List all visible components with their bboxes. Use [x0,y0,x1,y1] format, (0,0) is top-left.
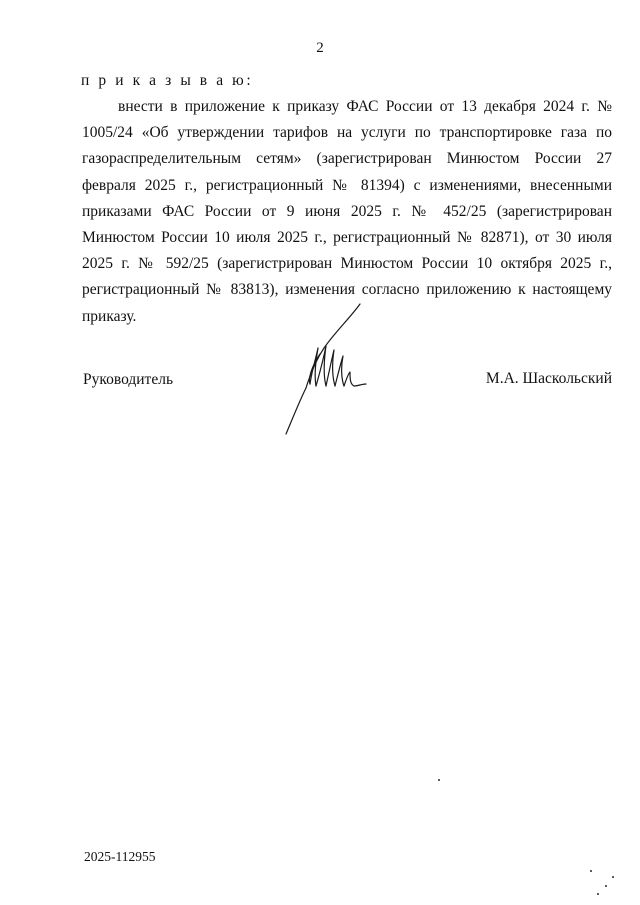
document-number: 2025-112955 [84,849,156,864]
decree-word: п р и к а з ы в а ю: [81,72,254,89]
page-number: 2 [316,40,324,56]
signatory-name: М.А. Шаскольский [485,370,612,387]
scan-speck [597,893,599,895]
handwritten-signature [280,300,380,440]
scan-speck [612,876,614,878]
order-text: внести в приложение к приказу ФАС России от 13 декабря 2024 г. № 1005/24 «Об утверждении тарифов на услуги по транспортировке газа по газораспределительным сетям» (зарегистрирован Минюстом России 27 февраля 2025 г., регистрационный № 81394) с изменениями, внесенными приказами ФАС России от 9 июня 2025 г. № 452/25 (зарегистрирован Минюстом России 10 июля 2025 г., регистрационный № 82871), от 30 июля 2025 г. № 592/25 (зарегистрирован Минюстом России 10 октября 2025 г., регистрационный № 83813), изменения согласно приложению к настоящему приказу. [82,98,612,325]
scan-speck [590,870,592,872]
scan-speck [438,779,440,781]
signatory-title: Руководитель [83,371,174,388]
scan-speck [605,885,607,887]
